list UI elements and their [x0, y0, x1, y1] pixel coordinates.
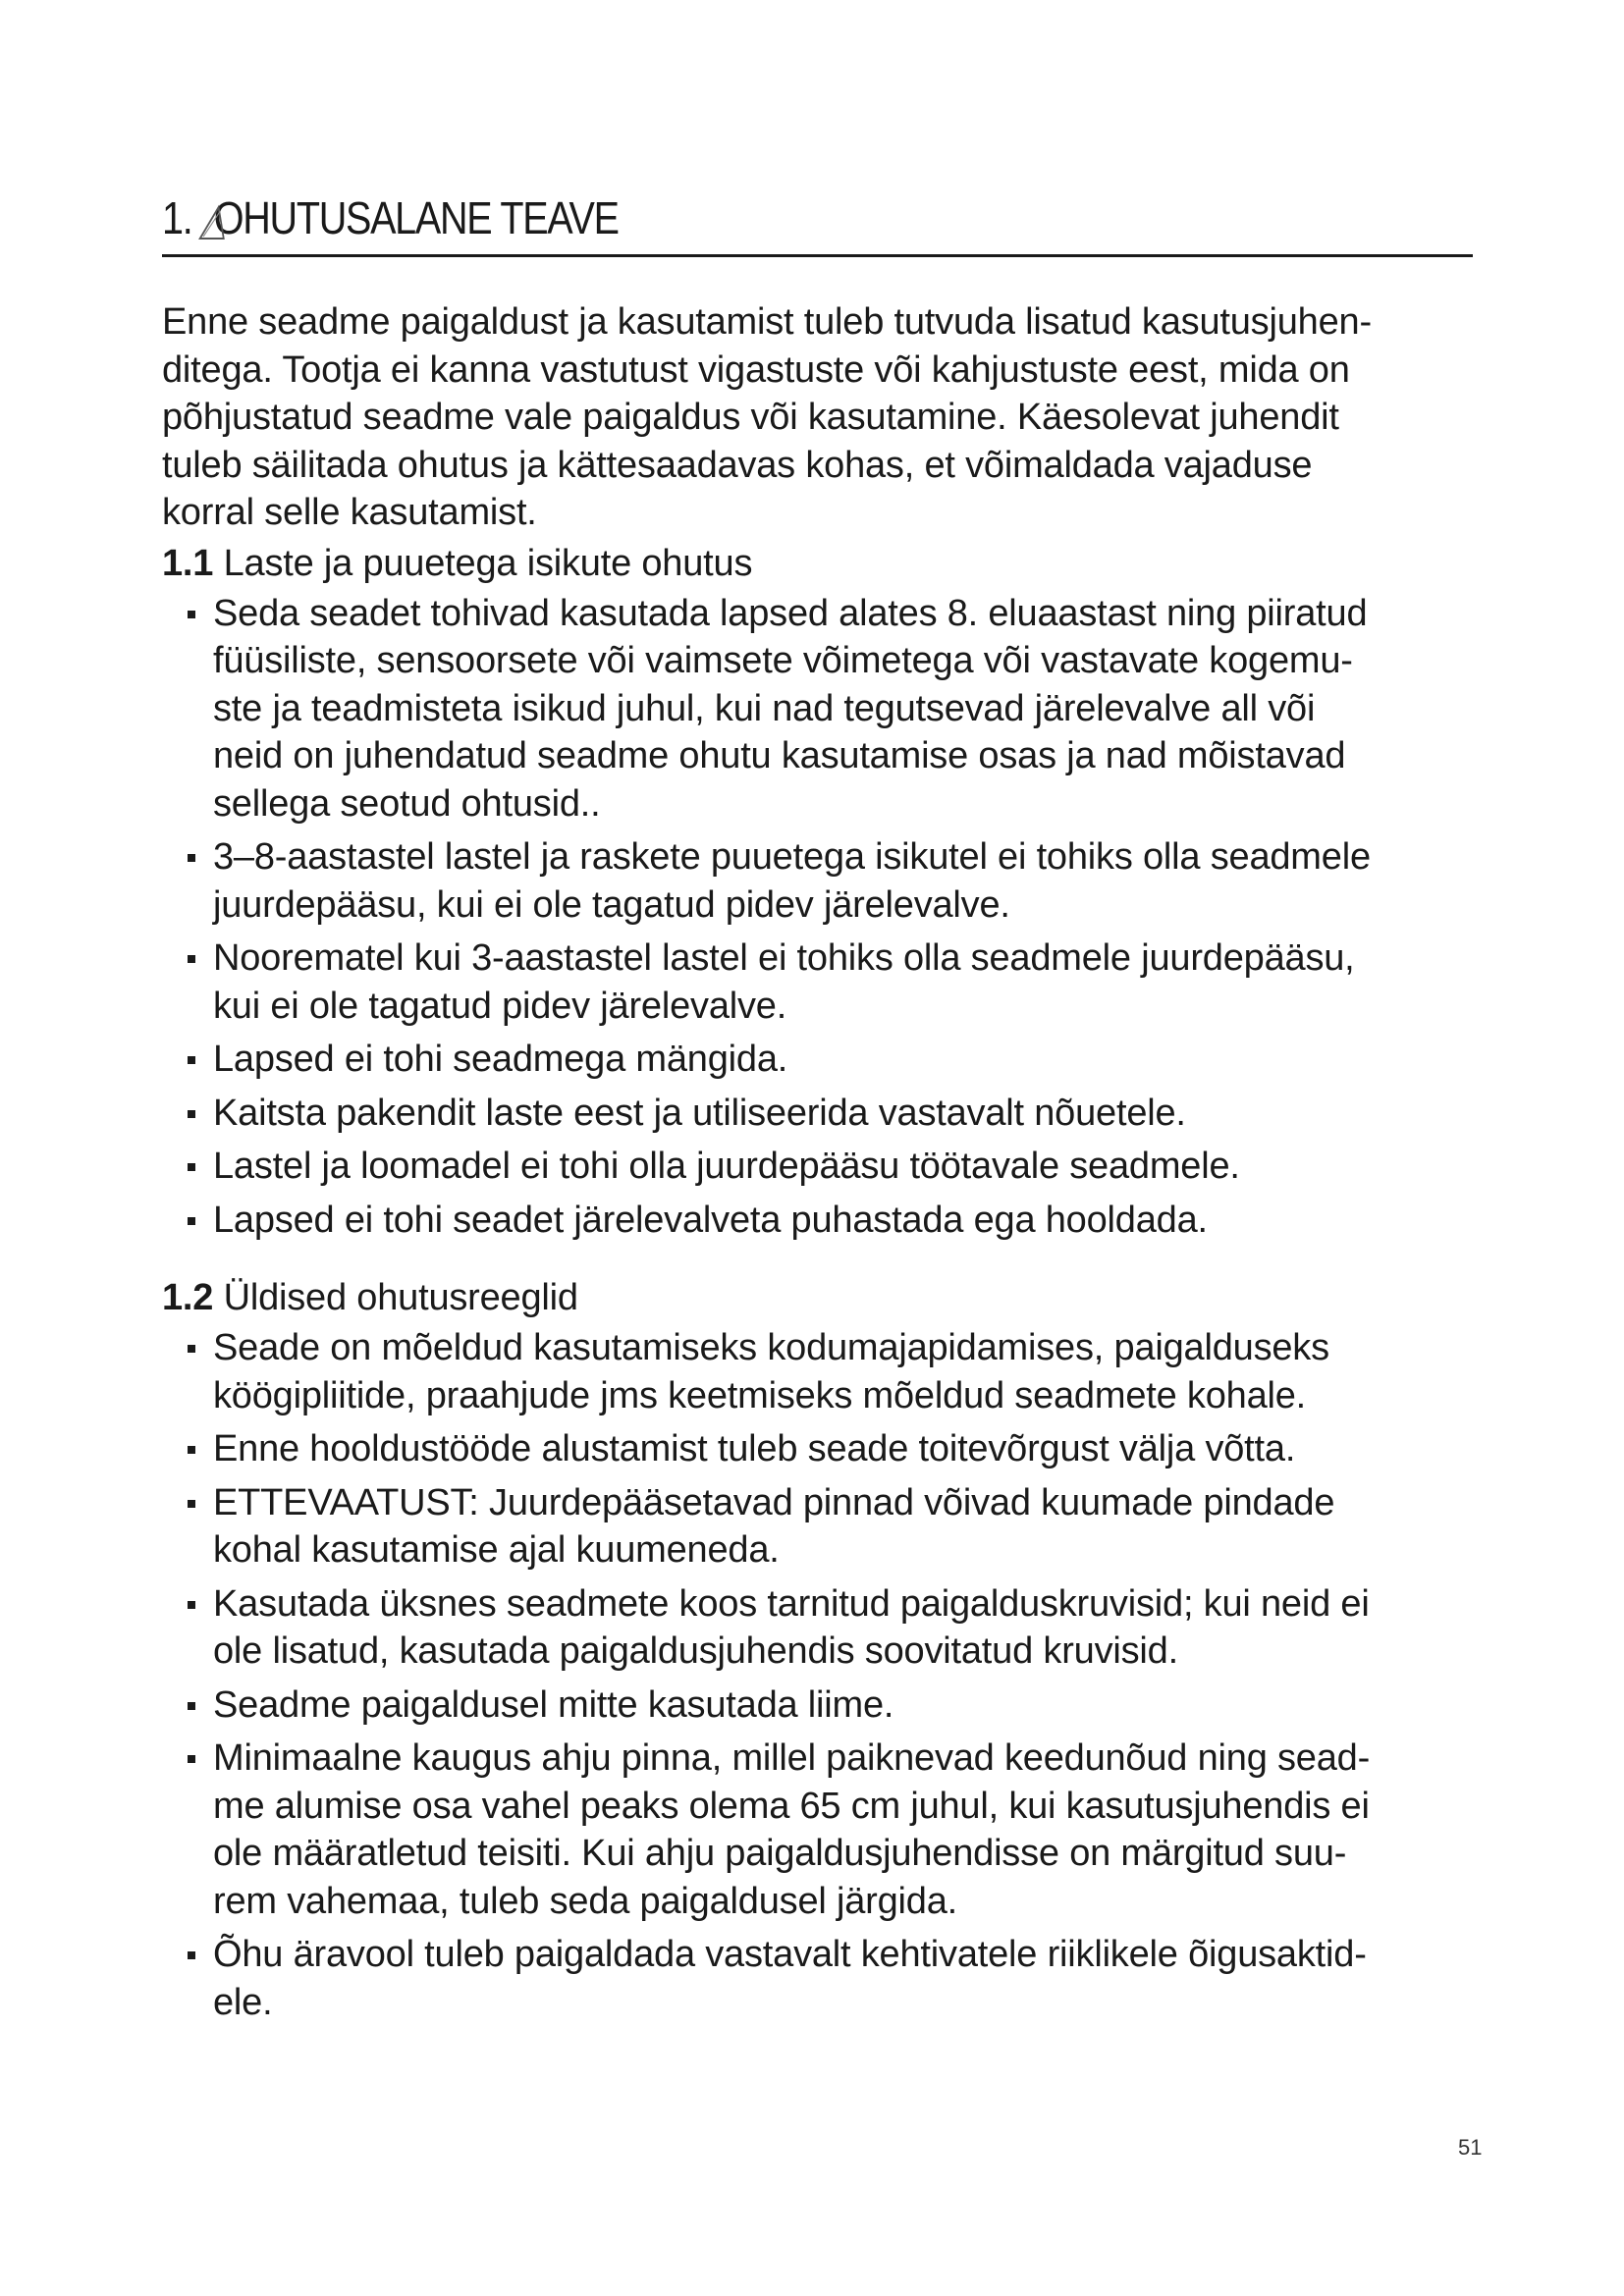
section-heading — [162, 187, 619, 249]
list-item-line: ole lisatud, kasutada paigaldusjuhendis soovitatud kruvisid. — [213, 1630, 1178, 1672]
list-item — [188, 1324, 1473, 1419]
list-item — [188, 1682, 1473, 1730]
list-item — [188, 1580, 1473, 1676]
intro-line: korral selle kasutamist. — [162, 492, 537, 533]
warning-triangle-icon — [198, 200, 226, 240]
intro-line: tuleb säilitada ohutus ja kättesaadavas kohas, et võimaldada vajaduse — [162, 444, 1313, 486]
list-item — [188, 1090, 1473, 1138]
list-item-line: neid on juhendatud seadme ohutu kasutamise osas ja nad mõistavad — [213, 735, 1346, 776]
main-content — [162, 298, 1473, 2032]
list-item — [188, 1479, 1473, 1575]
heading-title: OHUTUSALANE TEAVE — [213, 192, 619, 243]
subheading-number: 1.1 — [162, 542, 214, 584]
intro-paragraph — [162, 298, 1473, 537]
list-item-line: ele. — [213, 1981, 273, 2023]
list-item-line: Lapsed ei tohi seadmega mängida. — [213, 1039, 788, 1080]
list-item — [188, 1425, 1473, 1473]
list-item-line: füüsiliste, sensoorsete või vaimsete võimetega või vastavate kogemu- — [213, 640, 1353, 681]
list-item-line: Kasutada üksnes seadmete koos tarnitud paigalduskruvisid; kui neid ei — [213, 1582, 1370, 1625]
list-item-line: Seade on mõeldud kasutamiseks kodumajapidamises, paigalduseks — [213, 1327, 1329, 1368]
subheading-title: Üldised ohutusreeglid — [223, 1277, 578, 1318]
subheading-title: Laste ja puuetega isikute ohutus — [223, 542, 753, 584]
list-item — [188, 833, 1473, 929]
list-item-line: ste ja teadmisteta isikud juhul, kui nad tegutsevad järelevalve all või — [213, 687, 1316, 729]
list-item-line: sellega seotud ohtusid.. — [213, 782, 601, 825]
list-item-line: kui ei ole tagatud pidev järelevalve. — [213, 985, 787, 1027]
list-item — [188, 1036, 1473, 1084]
subheading-1-2 — [162, 1271, 1473, 1324]
list-item-line: Õhu äravool tuleb paigaldada vastavalt kehtivatele riiklikele õigusaktid- — [213, 1934, 1367, 1975]
list-item-line: Seda seadet tohivad kasutada lapsed alates 8. eluaastast ning piiratud — [213, 592, 1368, 634]
subheading-number: 1.2 — [162, 1277, 214, 1318]
list-item — [188, 1197, 1473, 1245]
bullet-list-1-2 — [162, 1324, 1473, 2026]
intro-line: ditega. Tootja ei kanna vastutust vigastuste või kahjustuste eest, mida on — [162, 348, 1350, 391]
list-item — [188, 1143, 1473, 1191]
intro-line: Enne seadme paigaldust ja kasutamist tuleb tutvuda lisatud kasutusjuhen- — [162, 301, 1372, 343]
list-item-line: rem vahemaa, tuleb seda paigaldusel järgida. — [213, 1880, 958, 1922]
list-item-line: Lastel ja loomadel ei tohi olla juurdepääsu töötavale seadmele. — [213, 1146, 1240, 1187]
list-item — [188, 1735, 1473, 1925]
list-item — [188, 934, 1473, 1030]
list-item-line: 3–8-aastastel lastel ja raskete puuetega isikutel ei tohiks olla seadmele — [213, 836, 1371, 878]
list-item-line: köögipliitide, praahjude jms keetmiseks mõeldud seadmete kohale. — [213, 1374, 1307, 1416]
list-item — [188, 1931, 1473, 2026]
bullet-list-1-1 — [162, 590, 1473, 1245]
list-item-line: Lapsed ei tohi seadet järelevalveta puhastada ega hooldada. — [213, 1199, 1208, 1241]
list-item-line: ole määratletud teisiti. Kui ahju paigaldusjuhendisse on märgitud suu- — [213, 1833, 1347, 1874]
list-item-line: Enne hooldustööde alustamist tuleb seade toitevõrgust välja võtta. — [213, 1428, 1296, 1469]
list-item-line: me alumise osa vahel peaks olema 65 cm juhul, kui kasutusjuhendis ei — [213, 1785, 1370, 1827]
list-item-line: kohal kasutamise ajal kuumeneda. — [213, 1529, 780, 1571]
heading-number: 1. — [162, 192, 192, 243]
intro-line: põhjustatud seadme vale paigaldus või kasutamine. Käesolevat juhendit — [162, 397, 1339, 438]
list-item-line: ETTEVAATUST: Juurdepääsetavad pinnad võivad kuumade pindade — [213, 1481, 1335, 1523]
list-item-line: juurdepääsu, kui ei ole tagatud pidev järelevalve. — [213, 883, 1010, 926]
list-item-line: Kaitsta pakendit laste eest ja utiliseerida vastavalt nõuetele. — [213, 1092, 1186, 1134]
page-number: 51 — [1458, 2135, 1483, 2160]
heading-divider — [162, 254, 1473, 257]
list-item-line: Minimaalne kaugus ahju pinna, millel paiknevad keedunõud ning sead- — [213, 1737, 1371, 1779]
list-item-line: Seadme paigaldusel mitte kasutada liime. — [213, 1683, 894, 1726]
list-item-line: Noorematel kui 3-aastastel lastel ei tohiks olla seadmele juurdepääsu, — [213, 937, 1355, 979]
subheading-1-1 — [162, 537, 1473, 590]
section-spacer — [162, 1250, 1473, 1271]
list-item — [188, 590, 1473, 828]
